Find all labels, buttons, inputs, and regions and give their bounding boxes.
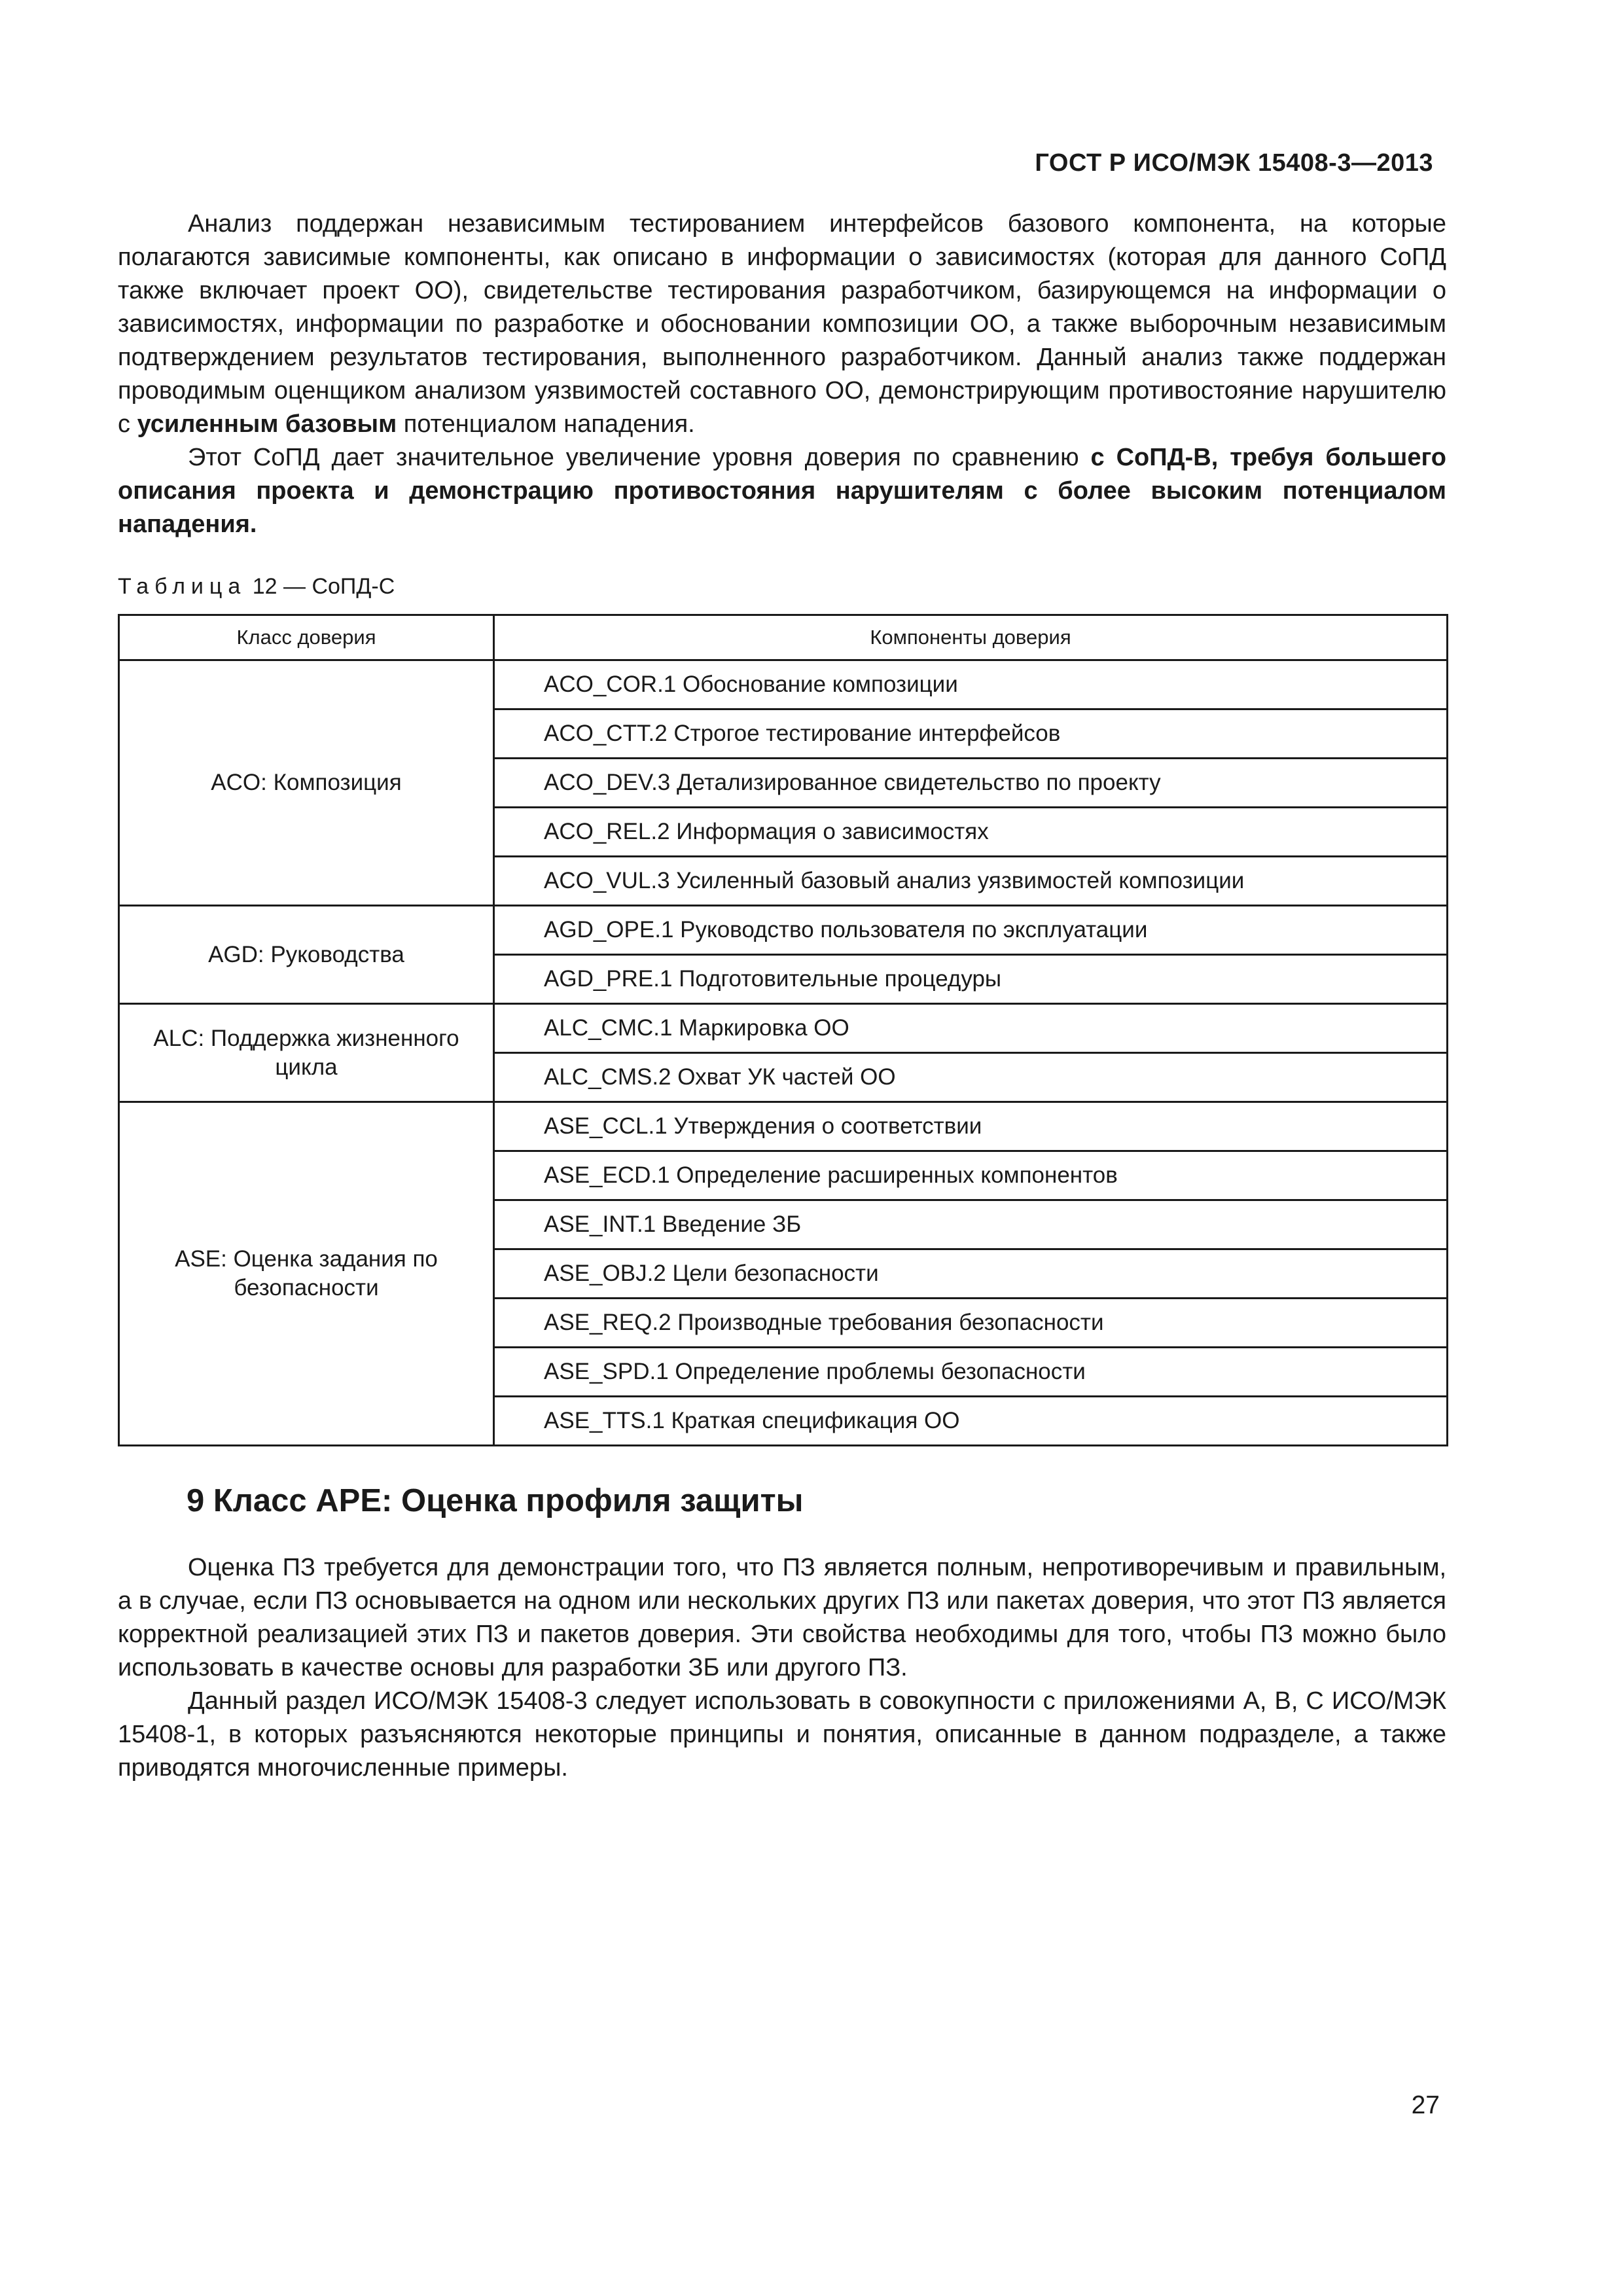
section-paragraph-1: Оценка ПЗ требуется для демонстрации того, что ПЗ является полным, непротиворечивым и правильным, а в случае, если ПЗ основывается на одном или нескольких других ПЗ или пакетах доверия, что этот ПЗ является корректной реализацией этих ПЗ и пакетов доверия. Эти свойства необходимы для того, чтобы ПЗ можно было использовать в качестве основы для разработки ЗБ или другого ПЗ. bbox=[118, 1554, 1446, 1681]
assurance-component-cell: ASE_ECD.1 Определение расширенных компонентов bbox=[494, 1151, 1448, 1200]
assurance-class-cell: ACO: Композиция bbox=[119, 660, 494, 906]
table-header-row bbox=[119, 615, 1448, 660]
document-code: ГОСТ Р ИСО/МЭК 15408-3—2013 bbox=[1035, 149, 1433, 177]
assurance-component-cell: AGD_OPE.1 Руководство пользователя по эксплуатации bbox=[494, 906, 1448, 955]
table-body bbox=[119, 660, 1448, 1446]
section-heading: 9 Класс АРЕ: Оценка профиля защиты bbox=[187, 1483, 804, 1518]
assurance-class-cell: AGD: Руководства bbox=[119, 906, 494, 1004]
assurance-component-cell: ACO_CTT.2 Строгое тестирование интерфейсов bbox=[494, 709, 1448, 759]
intro-p1-bold: усиленным базовым bbox=[137, 410, 397, 438]
section-body bbox=[118, 1551, 1446, 1785]
column-header-class: Класс доверия bbox=[119, 615, 494, 660]
table-caption-label: Таблица bbox=[118, 574, 247, 599]
intro-text bbox=[118, 207, 1446, 541]
table-row bbox=[119, 1004, 1448, 1053]
intro-p2-text: Этот СоПД дает значительное увеличение уровня доверия по сравнению bbox=[188, 444, 1091, 471]
intro-p2-bold: с СоПД-В, требуя большего описания проекта и демонстрацию противостояния нарушителям с более высоким потенциалом нападения. bbox=[118, 444, 1447, 538]
assurance-component-cell: ASE_CCL.1 Утверждения о соответствии bbox=[494, 1102, 1448, 1151]
table-row bbox=[119, 906, 1448, 955]
page-number: 27 bbox=[1411, 2091, 1440, 2119]
assurance-component-cell: ACO_DEV.3 Детализированное свидетельство по проекту bbox=[494, 759, 1448, 808]
table-row bbox=[119, 1102, 1448, 1151]
assurance-component-cell: ASE_OBJ.2 Цели безопасности bbox=[494, 1249, 1448, 1299]
assurance-component-cell: AGD_PRE.1 Подготовительные процедуры bbox=[494, 955, 1448, 1004]
assurance-component-cell: ASE_SPD.1 Определение проблемы безопасности bbox=[494, 1348, 1448, 1397]
assurance-component-cell: ASE_TTS.1 Краткая спецификация ОО bbox=[494, 1397, 1448, 1446]
intro-p1-end: потенциалом нападения. bbox=[397, 410, 695, 438]
assurance-component-cell: ALC_CMS.2 Охват УК частей ОО bbox=[494, 1053, 1448, 1102]
table-caption-title: 12 — СоПД-С bbox=[246, 574, 395, 599]
column-header-components: Компоненты доверия bbox=[494, 615, 1448, 660]
assurance-class-cell: ASE: Оценка задания по безопасности bbox=[119, 1102, 494, 1446]
assurance-component-cell: ACO_REL.2 Информация о зависимостях bbox=[494, 808, 1448, 857]
table-caption bbox=[118, 571, 395, 601]
section-paragraph-2: Данный раздел ИСО/МЭК 15408-3 следует использовать в совокупности с приложениями А, В, С ИСО/МЭК 15408-1, в которых разъясняются некоторые принципы и понятия, описанные в данном подразделе, а также приводятся многочисленные примеры. bbox=[118, 1687, 1446, 1782]
intro-paragraph-1 bbox=[118, 207, 1446, 441]
table-row bbox=[119, 660, 1448, 709]
assurance-class-cell: ALC: Поддержка жизненного цикла bbox=[119, 1004, 494, 1102]
assurance-table bbox=[118, 614, 1448, 1446]
intro-p1-text: Анализ поддержан независимым тестированием интерфейсов базового компонента, на которые полагаются зависимые компоненты, как описано в информации о зависимостях (которая для данного СоПД также включает проект ОО), свидетельстве тестирования разработчиком, базирующемся на информации о зависимостях, информации по разработке и обосновании композиции ОО, а также выборочным независимым подтверждением результатов тестирования, выполненного разработчиком. Данный анализ также поддержан проводимым оценщиком анализом уязвимостей составного ОО, демонстрирующим противостояние нарушителю с bbox=[118, 210, 1446, 438]
assurance-component-cell: ACO_COR.1 Обоснование композиции bbox=[494, 660, 1448, 709]
intro-paragraph-2 bbox=[118, 441, 1446, 541]
assurance-component-cell: ASE_INT.1 Введение ЗБ bbox=[494, 1200, 1448, 1249]
assurance-component-cell: ACO_VUL.3 Усиленный базовый анализ уязвимостей композиции bbox=[494, 857, 1448, 906]
assurance-component-cell: ALC_CMC.1 Маркировка ОО bbox=[494, 1004, 1448, 1053]
assurance-component-cell: ASE_REQ.2 Производные требования безопасности bbox=[494, 1299, 1448, 1348]
